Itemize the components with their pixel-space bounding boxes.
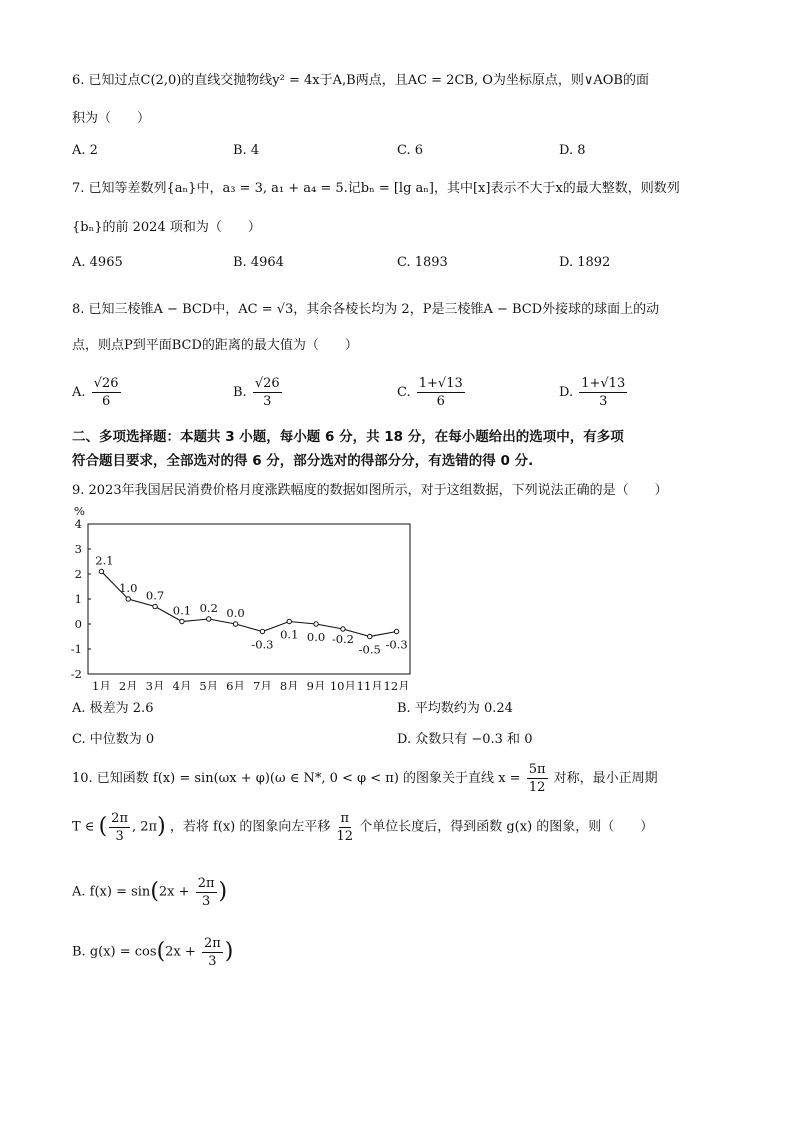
x-tick-label: 9月 — [306, 679, 326, 690]
data-label: -0.3 — [251, 637, 274, 652]
q10-frac-2pi-3 — [109, 811, 130, 844]
chart-xticks — [92, 679, 410, 690]
y-tick-label: 2 — [74, 567, 82, 581]
x-tick-label: 10月 — [329, 679, 356, 690]
q9-option-a[interactable]: A. 极差为 2.6 — [72, 701, 154, 716]
section2-heading-line1: 二、多项选择题：本题共 3 小题，每小题 6 分，共 18 分，在每小题给出的选项中，有多项 — [72, 429, 624, 445]
q8-option-a-fraction — [92, 376, 121, 409]
q10-option-a-fraction — [196, 876, 217, 909]
section2-heading-line2: 符合题目要求，全部选对的得 6 分，部分选对的得部分分，有选错的得 0 分. — [72, 453, 534, 469]
y-tick-label: -2 — [70, 667, 82, 681]
q10-option-a-prefix: A. f(x) = sin — [72, 884, 151, 900]
q10-option-a-lparen: ( — [150, 879, 159, 904]
data-label: 0.2 — [199, 601, 218, 615]
chart-ylabel: % — [74, 504, 85, 518]
data-label: 1.0 — [119, 581, 138, 595]
data-point — [260, 629, 264, 633]
data-point — [153, 604, 157, 608]
q10-line1-text-b: 对称，最小正周期 — [553, 771, 658, 786]
q10-option-b-num: 2π — [203, 935, 221, 951]
q6-stem-line1: 6. 已知过点C(2,0)的直线交抛物线y² = 4x于A,B两点，且AC = 2CB, O为坐标原点，则∨AOB的面 — [72, 73, 649, 88]
q10-option-a[interactable] — [72, 874, 227, 911]
q8-option-c-numerator: 1+√13 — [418, 376, 463, 391]
q8-option-a[interactable] — [72, 376, 123, 409]
q10-option-b-fraction — [202, 936, 223, 969]
chart-data-labels — [95, 554, 407, 657]
q10-option-b[interactable] — [72, 934, 233, 971]
q8-option-d[interactable] — [559, 376, 629, 409]
data-point — [341, 627, 345, 631]
x-tick-label: 7月 — [253, 679, 272, 690]
q10-line2-text-d: 个单位长度后，得到函数 g(x) 的图象，则（ ） — [359, 819, 654, 835]
data-point — [99, 569, 103, 573]
q10-option-a-rparen: ) — [218, 879, 228, 904]
q10-frac2-den: 3 — [115, 828, 124, 844]
q6-option-c[interactable]: C. 6 — [397, 143, 424, 158]
x-tick-label: 2月 — [118, 679, 138, 690]
q10-line2-text-c: ，若将 f(x) 的图象向左平移 — [169, 819, 331, 835]
q10-option-b-den: 3 — [208, 953, 217, 969]
x-tick-label: 8月 — [279, 679, 299, 690]
y-tick-label: 1 — [74, 592, 82, 606]
x-tick-label: 1月 — [92, 679, 111, 690]
q8-option-b-label: B. — [233, 385, 247, 400]
q10-left-paren: ( — [98, 814, 108, 839]
q8-option-a-denominator: 6 — [101, 394, 111, 409]
q9-option-c[interactable]: C. 中位数为 0 — [72, 732, 155, 747]
q9-option-d[interactable]: D. 众数只有 −0.3 和 0 — [397, 732, 533, 747]
x-tick-label: 4月 — [172, 679, 192, 690]
q10-option-a-num: 2π — [197, 875, 215, 891]
q8-option-c[interactable] — [397, 376, 467, 409]
data-point — [207, 617, 211, 621]
data-point — [287, 619, 291, 623]
data-point — [314, 622, 318, 626]
x-tick-label: 11月 — [356, 679, 383, 690]
data-point — [368, 634, 372, 638]
x-tick-label: 5月 — [199, 679, 219, 690]
q7-option-a[interactable]: A. 4965 — [72, 255, 123, 270]
q10-option-b-rparen: ) — [224, 939, 234, 964]
data-label: 2.1 — [95, 553, 114, 568]
q8-option-c-label: C. — [397, 385, 411, 400]
q8-option-d-fraction — [579, 376, 627, 409]
data-label: -0.5 — [358, 642, 381, 657]
data-point — [233, 622, 237, 626]
q8-option-a-numerator: √26 — [93, 376, 119, 391]
data-label: 0.7 — [145, 588, 165, 603]
data-label: 0.0 — [226, 606, 245, 620]
q8-option-b[interactable] — [233, 376, 284, 409]
q10-frac1-num: 5π — [528, 762, 546, 777]
q6-option-b[interactable]: B. 4 — [233, 143, 260, 158]
q8-option-d-denominator: 3 — [599, 394, 608, 409]
y-tick-label: 0 — [74, 617, 82, 631]
q10-option-b-lparen: ( — [156, 939, 166, 964]
q8-option-b-fraction — [253, 376, 282, 409]
x-tick-label: 3月 — [145, 679, 165, 690]
q10-stem-line1 — [72, 762, 658, 795]
y-tick-label: 4 — [74, 517, 82, 531]
q10-stem-line2 — [72, 810, 653, 845]
q6-option-a[interactable]: A. 2 — [72, 143, 98, 158]
y-tick-label: 3 — [74, 542, 82, 556]
data-label: 0.1 — [280, 627, 299, 642]
x-tick-label: 6月 — [226, 679, 245, 690]
q10-option-b-prefix: B. g(x) = cos — [72, 944, 157, 960]
q7-option-d[interactable]: D. 1892 — [559, 255, 611, 270]
q10-right-paren: ) — [157, 814, 166, 839]
data-label: 0.1 — [172, 603, 192, 618]
q10-frac3-num: π — [340, 810, 350, 826]
q10-frac2-num: 2π — [111, 810, 128, 826]
q10-frac1-den: 12 — [528, 780, 546, 795]
q10-option-a-inner: 2x + — [158, 884, 190, 900]
y-tick-label: -1 — [70, 642, 82, 656]
q8-option-c-fraction — [417, 376, 465, 409]
q7-option-b[interactable]: B. 4964 — [233, 255, 284, 270]
data-point — [394, 629, 398, 633]
chart-series-line — [101, 572, 396, 637]
q8-option-d-numerator: 1+√13 — [581, 376, 626, 391]
data-point — [180, 619, 184, 623]
q9-option-b[interactable]: B. 平均数约为 0.24 — [397, 701, 513, 716]
q10-frac-pi-12 — [337, 811, 354, 844]
data-label: 0.0 — [306, 630, 326, 644]
q10-frac-5pi-12 — [527, 762, 548, 795]
q7-option-c[interactable]: C. 1893 — [397, 255, 448, 270]
q7-stem-line2: {bₙ}的前 2024 项和为（ ） — [72, 220, 261, 235]
q10-line1-text-a: 10. 已知函数 f(x) = sin(ωx + φ)(ω ∈ N*, 0 < φ < π) 的图象关于直线 x = — [72, 771, 521, 786]
x-tick-label: 12月 — [383, 679, 410, 690]
q9-stem: 9. 2023年我国居民消费价格月度涨跌幅度的数据如图所示，对于这组数据，下列说法正确的是（ ） — [72, 483, 668, 498]
q8-option-b-numerator: √26 — [254, 376, 280, 391]
q6-stem-line2: 积为（ ） — [72, 111, 151, 126]
data-point — [126, 597, 130, 601]
q8-option-a-label: A. — [72, 385, 86, 400]
data-label: -0.3 — [385, 637, 408, 652]
q10-frac3-den: 12 — [336, 828, 354, 844]
q10-line2-text-b: , 2π — [132, 819, 158, 835]
q10-option-a-den: 3 — [201, 893, 211, 909]
q8-option-b-denominator: 3 — [263, 394, 272, 409]
q8-stem-line2: 点，则点P到平面BCD的距离的最大值为（ ） — [72, 338, 358, 353]
q10-line2-text-a: T ∈ — [72, 819, 95, 835]
cpi-line-chart — [62, 500, 422, 690]
q8-option-c-denominator: 6 — [436, 394, 445, 409]
q8-option-d-label: D. — [559, 385, 574, 400]
q7-stem-line1: 7. 已知等差数列{aₙ}中，a₃ = 3, a₁ + a₄ = 5.记bₙ = [lg aₙ]，其中[x]表示不大于x的最大整数，则数列 — [72, 181, 680, 196]
data-label: -0.2 — [331, 632, 355, 646]
q6-option-d[interactable]: D. 8 — [559, 143, 586, 158]
q10-option-b-inner: 2x + — [165, 944, 196, 960]
q8-stem-line1: 8. 已知三棱锥A − BCD中，AC = √3，其余各棱长均为 2，P是三棱锥A − BCD外接球的球面上的动 — [72, 302, 660, 317]
